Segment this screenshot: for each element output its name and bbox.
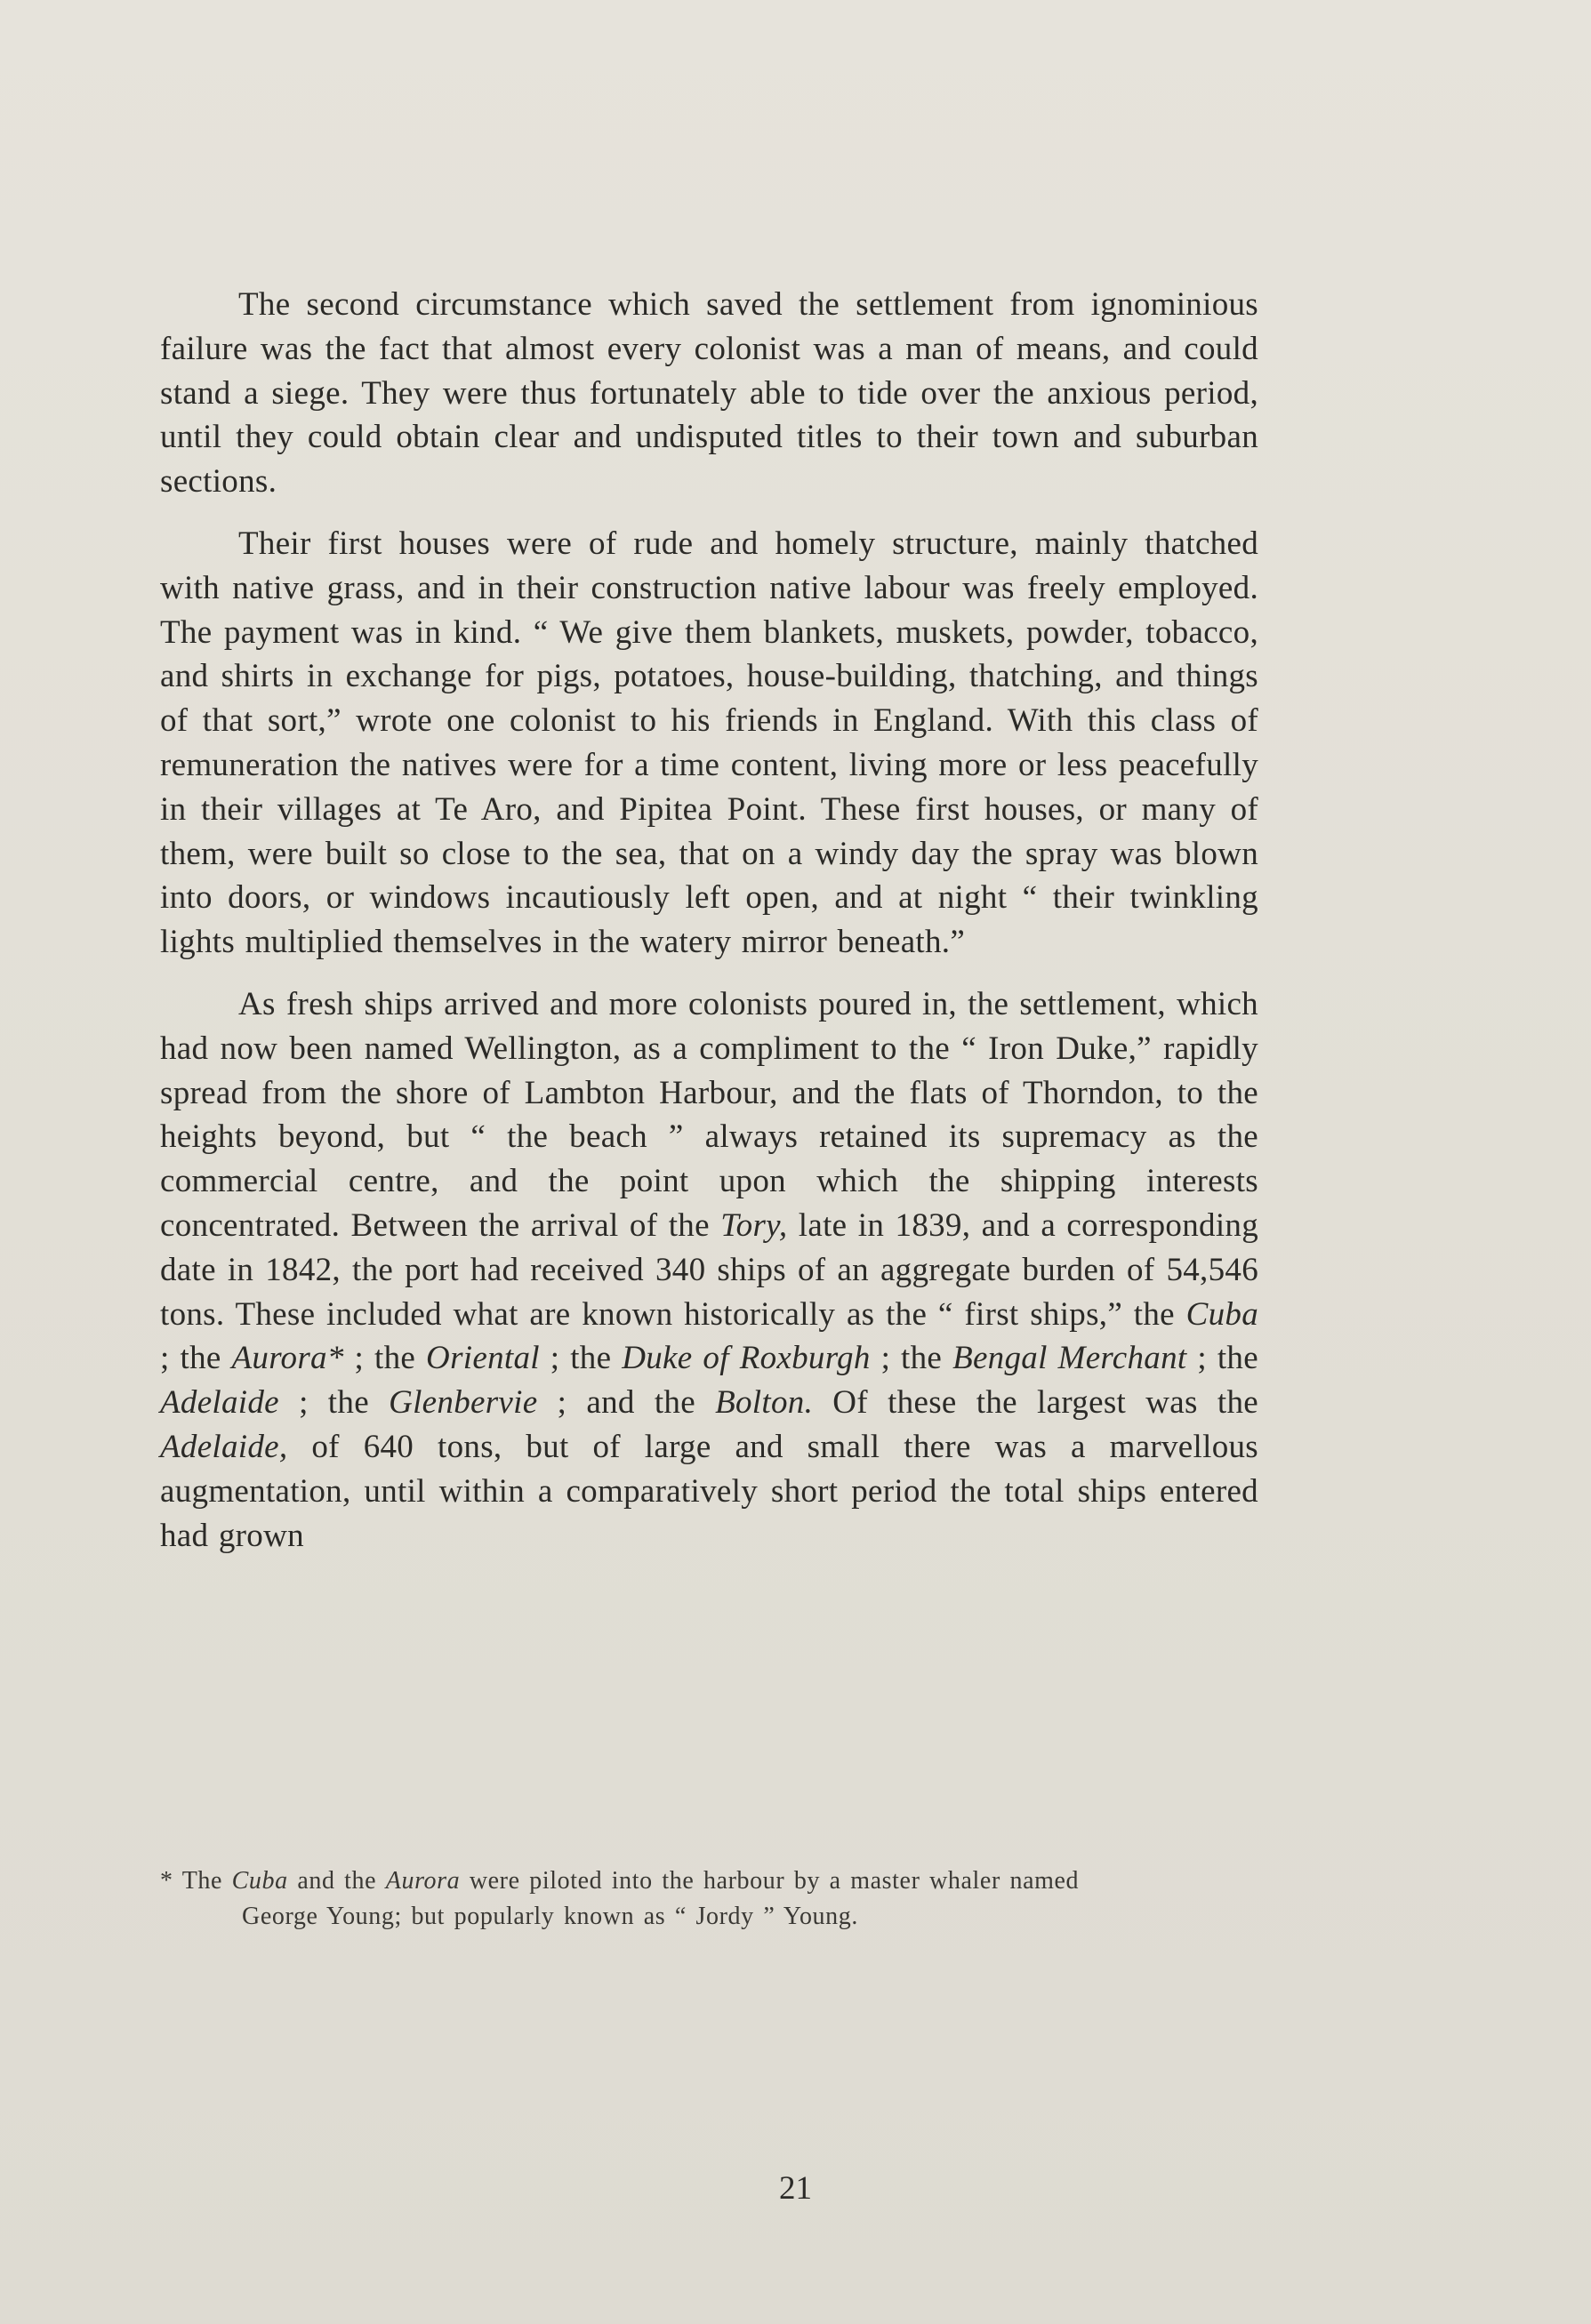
paragraph-2 (160, 522, 1258, 965)
text-run: As fresh ships arrived and more colonists poured in, the settlement, which had now been named Wellington, as a compliment to the “ Iron Duke,” rapidly spread from the shore of Lambton Harbour, and the flats of Thorndon, to the heights beyond, but “ the beach ” always retained its supremacy as the commercial centre, and the point upon which the shipping interests concentrated. Between the arrival of the (160, 985, 1258, 1244)
italic-text: Oriental (426, 1340, 540, 1377)
italic-text: Bolton. (715, 1384, 814, 1422)
italic-text: Glenbervie (389, 1384, 538, 1422)
italic-text: Cuba (231, 1867, 288, 1895)
italic-text: Bengal Merchant (952, 1340, 1187, 1377)
text-run: Their first houses were of rude and homely structure, mainly thatched with native grass, and in their construction native labour was freely employed. The payment was in kind. “ We give them blankets, muskets, powder, tobacco, and shirts in exchange for pigs, potatoes, house-building, thatching, and things of that sort,” wrote one colonist to his friends in England. With this class of remuneration the natives were for a time content, living more or less peacefully in their villages at Te Aro, and Pipitea Point. These first houses, or many of them, were built so close to the sea, that on a windy day the spray was blown into doors, or windows incautiously left open, and at night “ their twinkling lights multiplied themselves in the watery mirror beneath.” (160, 525, 1258, 961)
text-run: ; and the (537, 1384, 716, 1422)
text-run: of 640 tons, but of large and small there was a marvellous augmentation, until within a comparatively short period the total ships entered had grown (160, 1428, 1258, 1554)
footnote-line-2: George Young; but popularly known as “ Jordy ” Young. (242, 1903, 858, 1930)
page-number: 21 (779, 2170, 812, 2207)
text-run: were piloted into the harbour by a master whaler named (460, 1867, 1080, 1895)
text-run: ; the (278, 1384, 390, 1422)
paragraph-3 (160, 982, 1258, 1558)
text-run: late in 1839, and a corresponding date in 1842, the port had received 340 ships of an aggregate burden of 54,546 tons. These included what are known historically as the “ first ships,” the (160, 1206, 1258, 1333)
text-run: and the (287, 1867, 386, 1895)
paragraph-1 (160, 283, 1258, 504)
text-run: The second circumstance which saved the settlement from ignominious failure was the fact that almost every colonist was a man of means, and could stand a siege. They were thus fortunately able to tide over the anxious period, until they could obtain clear and undisputed titles to their town and suburban sections. (160, 286, 1258, 501)
italic-text: Aurora* (231, 1340, 344, 1377)
footnote-line-1 (160, 1863, 1258, 1899)
italic-text: Adelaide, (160, 1428, 288, 1465)
body-text (160, 283, 1258, 1575)
text-run: ; the (160, 1340, 232, 1377)
italic-text: Cuba (1185, 1295, 1258, 1333)
text-run: Of these the largest was the (813, 1384, 1258, 1422)
text-run: * The (160, 1867, 232, 1895)
italic-text: Aurora (385, 1867, 461, 1895)
text-run: ; the (539, 1340, 623, 1377)
text-run: ; the (1186, 1340, 1258, 1377)
italic-text: Duke of Roxburgh (622, 1340, 871, 1377)
italic-text: Tory, (720, 1206, 788, 1244)
text-run: ; the (870, 1340, 953, 1377)
italic-text: Adelaide (160, 1384, 279, 1422)
footnote (160, 1863, 1258, 1935)
text-run: ; the (343, 1340, 427, 1377)
